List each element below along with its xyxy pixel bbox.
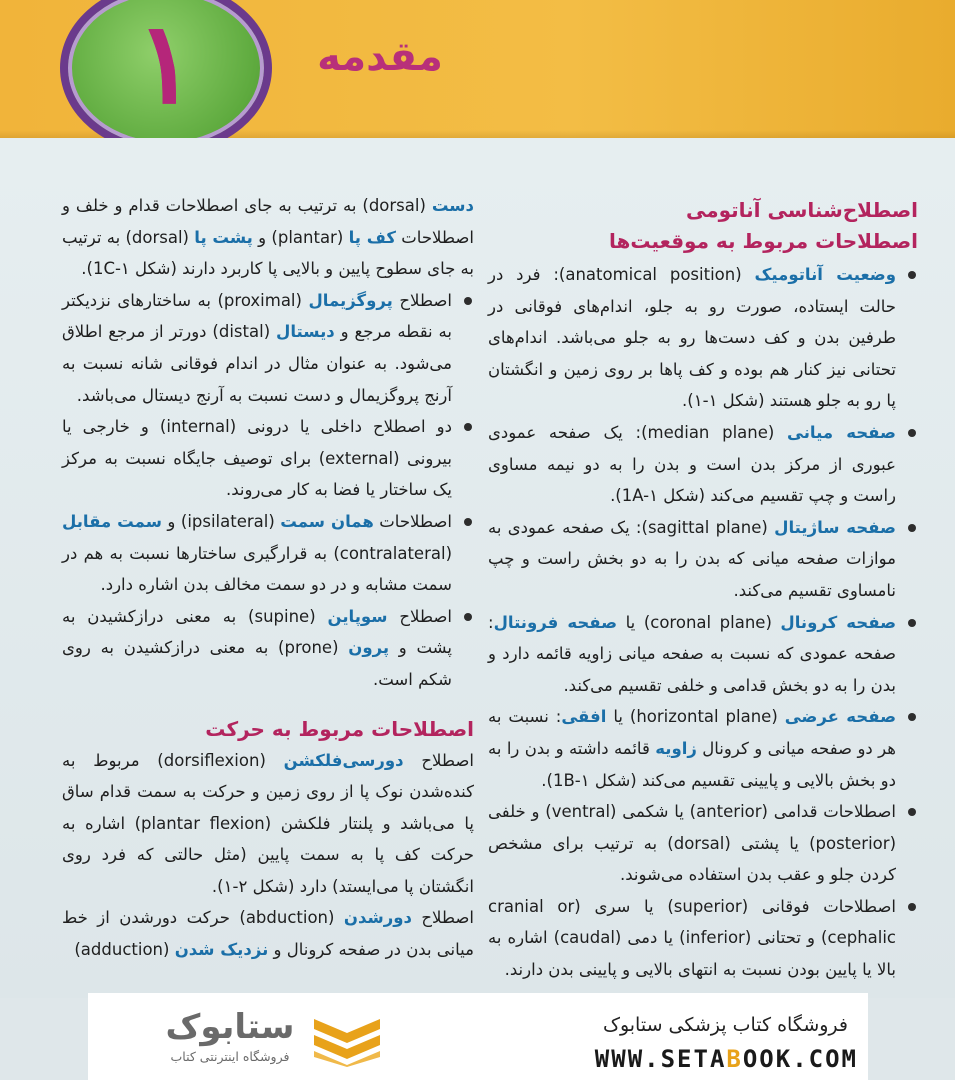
term: صفحه فرونتال xyxy=(493,612,618,632)
list-item xyxy=(488,796,918,891)
paragraph xyxy=(62,902,474,965)
bullet-icon xyxy=(908,429,916,437)
spacer xyxy=(62,696,474,714)
term: صفحه ساژیتال xyxy=(774,517,896,537)
section-title-motion: اصطلاحات مربوط به حرکت xyxy=(205,716,474,741)
para-text: (anatomical position): فرد در حالت ایستاده، صورت رو به جلو، اندام‌های فوقانی در طرفین بدن و کف دست‌ها رو به جلو می‌باشد. اندام‌های تحتانی نیز کنار هم بوده و کف پاها بر روی زمین و انگشتان پا رو به جلو هستند (شکل ۱-۱). xyxy=(488,265,896,411)
store-name: فروشگاه کتاب پزشکی ستابوک xyxy=(602,1014,848,1036)
list-item xyxy=(488,701,918,796)
paragraph xyxy=(62,745,474,903)
url-accent: B xyxy=(726,1045,743,1073)
chapter-number: ۱ xyxy=(135,0,197,129)
logo-subtitle: فروشگاه اینترنتی کتاب xyxy=(170,1049,290,1064)
para-text: دو اصطلاح داخلی یا درونی (internal) و خارجی یا بیرونی (external) برای توصیف جایگاه نسبت به مرکز یک ساختار یا فضا به کار می‌روند. xyxy=(62,417,452,500)
list-item xyxy=(488,417,918,512)
para-text: (distal) دورتر از مرجع اطلاق می‌شود. به عنوان مثال در اندام فوقانی شانه نسبت به آرنج پروگزیمال و دست نسبت به آرنج دیستال می‌باشد. xyxy=(62,322,452,405)
para-lead: اصطلاح xyxy=(403,750,474,770)
para-text: (coronal plane) یا xyxy=(617,612,781,632)
term: دورسی‌فلکشن xyxy=(283,750,404,770)
chapter-title: مقدمه xyxy=(317,34,443,80)
bullet-icon xyxy=(908,808,916,816)
term: صفحه کرونال xyxy=(780,612,897,632)
chevron-logo-icon xyxy=(312,1015,382,1067)
list-item xyxy=(488,891,918,986)
logo-wordmark: ستابوک xyxy=(165,1007,295,1047)
term: افقی xyxy=(561,707,607,727)
para-lead: اصطلاح xyxy=(387,606,452,626)
term: سوپاین xyxy=(327,606,388,626)
para-text: (prone) به معنی درازکشیدن به روی شکم است. xyxy=(62,638,452,689)
term: پروگزیمال xyxy=(308,290,393,310)
bullet-icon xyxy=(464,423,472,431)
para-text: اصطلاحات فوقانی (superior) یا سری (cranial or cephalic) و تحتانی (inferior) یا دمی (caudal) اشاره به بالا یا پایین بودن نسبت به انتهای بالایی و پایینی بدن دارند. xyxy=(488,896,897,980)
term: دورشدن xyxy=(343,908,412,928)
list-item xyxy=(62,411,474,506)
para-text: (sagittal plane): یک صفحه عمودی به موازات صفحه میانی که بدن را به دو بخش راست و چپ نامساوی تقسیم می‌کند. xyxy=(488,517,896,600)
bullet-icon xyxy=(464,297,472,305)
para-text: (dorsal) به ترتیب به جای اصطلاحات قدام و خلف و اصطلاحات xyxy=(62,196,474,247)
bullet-icon xyxy=(908,903,916,911)
para-text: (median plane): یک صفحه عمودی عبوری از مرکز بدن است و بدن را به دو نیمه مساوی راست و چپ تقسیم می‌کند (شکل 1A-۱). xyxy=(488,422,896,506)
para-text: : نسبت به هر دو صفحه میانی و کرونال xyxy=(488,707,896,758)
continued-paragraph xyxy=(62,190,474,285)
store-logo xyxy=(124,1007,386,1071)
bullet-icon xyxy=(908,619,916,627)
bullet-icon xyxy=(908,713,916,721)
para-lead: اصطلاح xyxy=(411,908,475,928)
list-item xyxy=(62,506,474,601)
list-item xyxy=(488,512,918,607)
term: صفحه میانی xyxy=(787,422,896,442)
url-part: WWW.SETA xyxy=(594,1045,727,1073)
term: صفحه عرضی xyxy=(784,707,897,727)
term: زاویه xyxy=(655,738,697,758)
para-text: (dorsiflexion) مربوط به کنده‌شدن نوک پا از روی زمین و حرکت به سمت قدام ساق پا می‌باشد و پلنتار فلکشن (plantar flexion) اشاره به حرکت کف پا به سمت پایین (مثل حالتی که فرد روی انگشتان پا می‌ایستد) دارد (شکل ۲-۱). xyxy=(62,750,474,896)
bullet-icon xyxy=(464,518,472,526)
para-text: قائمه داشته و بدن را به دو بخش بالایی و پایینی تقسیم می‌کند (شکل 1B-۱). xyxy=(488,738,896,790)
para-text: : صفحه عمودی که نسبت به صفحه میانی زاویه قائمه دارد و بدن را به دو بخش قدامی و خلفی تقسیم می‌کند. xyxy=(488,612,896,695)
para-text: (ipsilateral) و xyxy=(161,511,281,531)
bullet-icon xyxy=(908,271,916,279)
bullet-icon xyxy=(908,524,916,532)
list-item xyxy=(488,259,918,417)
list-item xyxy=(62,285,474,411)
term: سمت مقابل xyxy=(62,511,162,531)
list-item xyxy=(62,601,474,696)
left-column xyxy=(62,190,474,966)
subsection-title-positions: اصطلاحات مربوط به موقعیت‌ها xyxy=(608,229,918,253)
term: دست xyxy=(431,196,474,215)
para-text: (supine) به معنی درازکشیدن به پشت و xyxy=(62,606,452,658)
term: دیستال xyxy=(276,322,335,342)
para-text: (abduction) حرکت دورشدن از خط میانی بدن در صفحه کرونال و xyxy=(62,908,474,960)
term: کف پا xyxy=(348,227,396,247)
para-text: (dorsal) به ترتیب به جای سطوح پایین و بالایی پا کاربرد دارند (شکل 1C-۱). xyxy=(62,227,474,279)
para-text: (adduction) xyxy=(74,940,175,960)
term: وضعیت آناتومیک xyxy=(754,265,896,284)
bullet-icon xyxy=(464,613,472,621)
section-title-anatomy-terms: اصطلاح‌شناسی آناتومی xyxy=(685,198,918,222)
para-text: اصطلاحات قدامی (anterior) یا شکمی (ventral) و خلفی (posterior) یا پشتی (dorsal) به ترتیب برای مشخص کردن جلو و عقب بدن استفاده می‌شوند. xyxy=(488,802,896,885)
store-url xyxy=(478,1043,858,1075)
para-lead: اصطلاحات xyxy=(373,511,453,531)
para-text: (proximal) به ساختارهای نزدیکتر به نقطه مرجع و xyxy=(62,290,452,342)
term: پرون xyxy=(348,638,390,658)
para-text: (contralateral) به قرارگیری ساختارها نسبت به هم در سمت مشابه و در دو سمت مخالف بدن اشاره دارد. xyxy=(62,543,452,595)
term: پشت پا xyxy=(194,227,253,247)
store-watermark-banner xyxy=(88,993,868,1080)
url-part: OOK.COM xyxy=(742,1045,858,1073)
para-lead: اصطلاح xyxy=(392,290,452,310)
para-text: (horizontal plane) یا xyxy=(606,707,785,727)
right-column xyxy=(488,195,918,986)
list-item xyxy=(488,607,918,702)
term: همان سمت xyxy=(280,511,374,531)
term: نزدیک شدن xyxy=(174,940,269,960)
para-text: (plantar) و xyxy=(252,227,349,247)
